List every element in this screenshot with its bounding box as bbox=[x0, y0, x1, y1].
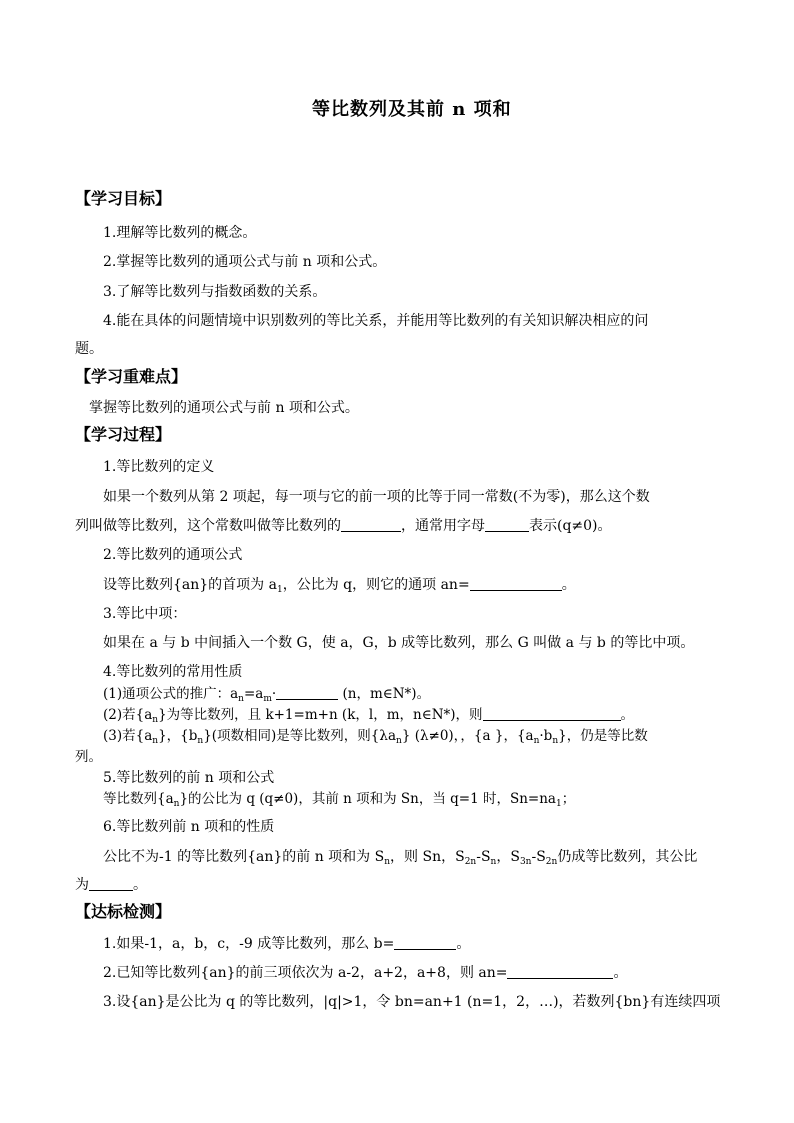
goal-item: 题。 bbox=[75, 341, 103, 357]
key-points-text: 掌握等比数列的通项公式与前 n 项和公式。 bbox=[89, 400, 359, 416]
definition-text: 表示(q≠0)。 bbox=[529, 518, 612, 534]
section-heading-key-points: 【学习重难点】 bbox=[75, 367, 188, 386]
definition-text: 列叫做等比数列，这个常数叫做等比数列的 bbox=[75, 518, 341, 534]
goal-item: 1.理解等比数列的概念。 bbox=[103, 225, 257, 241]
general-term-text: 。 bbox=[561, 577, 576, 593]
goal-item: 2.掌握等比数列的通项公式与前 n 项和公式。 bbox=[103, 254, 387, 270]
subsection-title-sum-formula: 5.等比数列的前 n 项和公式 bbox=[103, 770, 275, 786]
sum-properties-text: 公比不为-1 的等比数列{an}的前 n 项和为 S bbox=[103, 849, 385, 865]
test-question: 3.设{an}是公比为 q 的等比数列，|q|>1，令 bn=an+1 (n=1，2，…)，若数列{bn}有连续四项 bbox=[103, 994, 721, 1010]
subscript: 1 bbox=[276, 585, 283, 595]
property-text: } (λ≠0)，，{a }，{a bbox=[401, 728, 534, 744]
general-term-line bbox=[103, 576, 576, 594]
property-text: (2)若{a bbox=[103, 707, 153, 723]
section-heading-process: 【学习过程】 bbox=[75, 425, 172, 444]
sum-formula-line bbox=[103, 790, 575, 808]
question-text: 2.已知等比数列{an}的前三项依次为 a-2，a+2，a+8，则 an= bbox=[103, 965, 508, 981]
property-text: (3)若{a bbox=[103, 728, 153, 744]
subscript: n bbox=[533, 736, 540, 746]
fill-blank[interactable] bbox=[470, 576, 562, 591]
subsection-title-general-term: 2.等比数列的通项公式 bbox=[103, 547, 243, 563]
question-text: 。 bbox=[613, 965, 628, 981]
property-text: =a bbox=[243, 686, 264, 702]
goal-item: 3.了解等比数列与指数函数的关系。 bbox=[103, 284, 327, 300]
definition-text: ，通常用字母 bbox=[401, 518, 485, 534]
subscript: n bbox=[238, 694, 244, 704]
sum-properties-text: -S bbox=[476, 849, 491, 865]
sum-properties-text: ，则 Sn，S bbox=[390, 849, 465, 865]
property-line: 列。 bbox=[75, 749, 102, 765]
subscript: n bbox=[152, 715, 159, 725]
definition-line bbox=[75, 517, 612, 535]
subsection-title-properties: 4.等比数列的常用性质 bbox=[103, 664, 243, 680]
fill-blank[interactable] bbox=[394, 935, 456, 950]
subscript: n bbox=[490, 857, 497, 867]
page-title: 等比数列及其前 n 项和 bbox=[312, 99, 512, 120]
property-text: (1)通项公式的推广：a bbox=[103, 686, 239, 702]
question-text: 。 bbox=[456, 936, 471, 952]
subscript: 2n bbox=[545, 857, 558, 867]
subsection-title-geometric-mean: 3.等比中项： bbox=[103, 606, 187, 622]
property-text: · bbox=[271, 686, 277, 702]
property-line bbox=[103, 706, 634, 724]
property-text: }，仍是等比数 bbox=[558, 728, 648, 744]
sum-properties-text: ，S bbox=[496, 849, 520, 865]
property-text: }，{b bbox=[158, 728, 198, 744]
sum-properties-text: -S bbox=[531, 849, 546, 865]
property-line bbox=[103, 727, 648, 745]
fill-blank[interactable] bbox=[483, 706, 621, 721]
section-heading-test: 【达标检测】 bbox=[75, 902, 172, 921]
sum-formula-text: ； bbox=[561, 791, 576, 807]
property-text: }(项数相同)是等比数列，则{λa bbox=[203, 728, 397, 744]
property-text: }为等比数列，且 k+1=m+n (k，l，m，n∈N*)，则 bbox=[158, 707, 483, 723]
property-text: ·b bbox=[539, 728, 553, 744]
subscript: m bbox=[263, 694, 272, 704]
sum-formula-text: }的公比为 q (q≠0)，其前 n 项和为 Sn，当 q=1 时，Sn=na bbox=[179, 791, 556, 807]
fill-blank[interactable] bbox=[507, 964, 613, 979]
subscript: n bbox=[384, 857, 391, 867]
sum-properties-text: 仍成等比数列，其公比 bbox=[557, 849, 698, 865]
fill-blank[interactable] bbox=[341, 517, 401, 532]
subscript: n bbox=[152, 736, 159, 746]
geometric-mean-text: 如果在 a 与 b 中间插入一个数 G，使 a，G，b 成等比数列，那么 G 叫做 a 与 b 的等比中项。 bbox=[103, 635, 695, 651]
sum-properties-line bbox=[75, 876, 147, 894]
section-heading-goals: 【学习目标】 bbox=[75, 189, 172, 208]
subscript: n bbox=[197, 736, 204, 746]
property-line bbox=[103, 685, 430, 703]
sum-properties-text: 。 bbox=[133, 877, 147, 893]
subscript: 2n bbox=[464, 857, 477, 867]
subscript: 3n bbox=[519, 857, 532, 867]
subsection-title-definition: 1.等比数列的定义 bbox=[103, 459, 215, 475]
subscript: n bbox=[396, 736, 402, 746]
property-text: 。 bbox=[620, 707, 635, 723]
general-term-text: 设等比数列{an}的首项为 a bbox=[103, 577, 277, 593]
subsection-title-sum-properties: 6.等比数列前 n 项和的性质 bbox=[103, 819, 275, 835]
question-text: 1.如果-1，a，b，c，-9 成等比数列，那么 b= bbox=[103, 936, 395, 952]
test-question bbox=[103, 935, 470, 953]
subscript: n bbox=[552, 736, 559, 746]
subscript: 1 bbox=[555, 799, 562, 809]
test-question bbox=[103, 964, 627, 982]
general-term-text: ，公比为 q，则它的通项 an= bbox=[282, 577, 470, 593]
fill-blank[interactable] bbox=[89, 876, 133, 891]
goal-item: 4.能在具体的问题情境中识别数列的等比关系，并能用等比数列的有关知识解决相应的问 bbox=[103, 313, 649, 329]
sum-properties-line bbox=[103, 848, 697, 866]
fill-blank[interactable] bbox=[276, 685, 338, 700]
sum-formula-text: 等比数列{a bbox=[103, 791, 174, 807]
sum-properties-text: 为 bbox=[75, 877, 89, 893]
subscript: n bbox=[173, 799, 180, 809]
fill-blank[interactable] bbox=[485, 517, 529, 532]
property-text: (n，m∈N*)。 bbox=[338, 686, 431, 702]
definition-line: 如果一个数列从第 2 项起，每一项与它的前一项的比等于同一常数(不为零)，那么这个数 bbox=[103, 489, 650, 505]
